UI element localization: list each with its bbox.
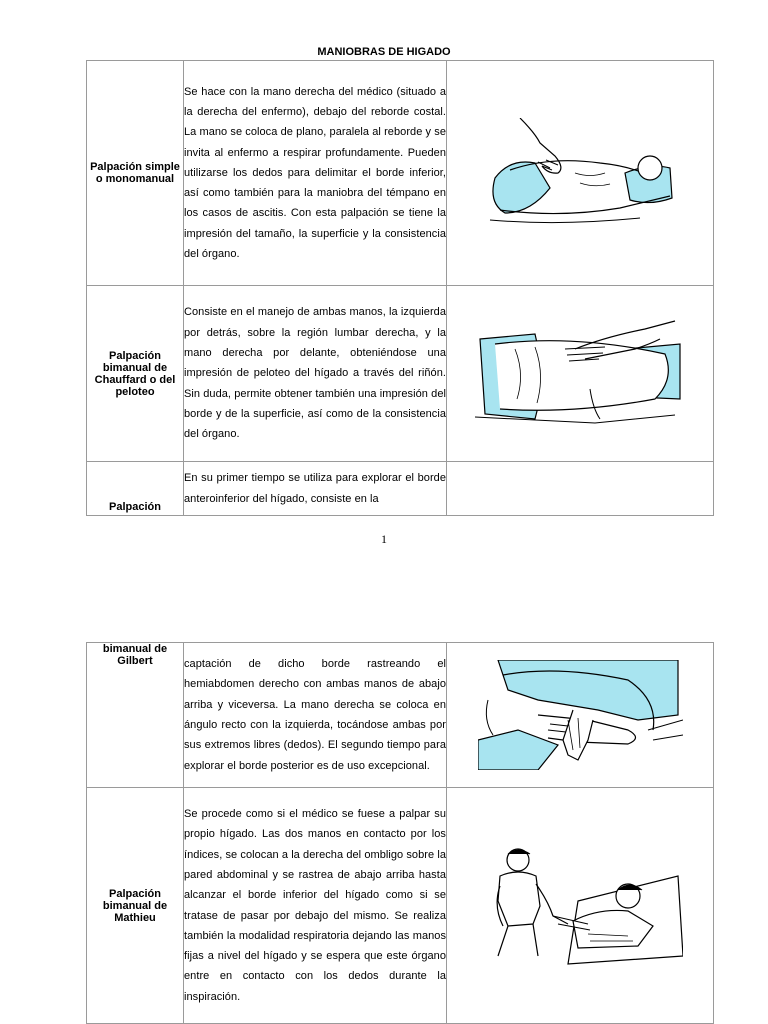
row-label-gilbert-part2: bimanual de Gilbert — [87, 643, 184, 788]
table-row — [87, 643, 714, 788]
table-row — [87, 61, 714, 286]
illustration-chauffard-palpation — [447, 286, 714, 462]
row-description-chauffard: Consiste en el manejo de ambas manos, la izquierda por detrás, sobre la región lumbar derecha, y la mano derecha por delante, obteniéndose una impresión de peloteo del hígado a través del riñón. Sin duda, permite obtener también una impresión del borde y de la superficie, así como de la consistencia del órgano. — [184, 286, 447, 462]
row-description-gilbert-part2: captación de dicho borde rastreando el hemiabdomen derecho con ambas manos de abajo arriba y viceversa. La mano derecha se coloca en ángulo recto con la izquierda, tocándose ambas por sus extremos libres (dedos). El segundo tiempo para explorar el borde posterior es de uso excepcional. — [184, 643, 447, 788]
illustration-simple-palpation — [447, 61, 714, 286]
table-row — [87, 286, 714, 462]
maneuvers-table-page-1 — [86, 60, 714, 516]
table-row — [87, 462, 714, 516]
row-description-gilbert-part1: En su primer tiempo se utiliza para explorar el borde anteroinferior del hígado, consiste en la — [184, 462, 447, 516]
row-description-mathieu: Se procede como si el médico se fuese a palpar su propio hígado. Las dos manos en contacto por los índices, se colocan a la derecha del ombligo sobre la pared abdominal y se rastrea de abajo arriba hasta alcanzar el borde inferior del hígado como si se tratase de pasar por debajo del mismo. Se realiza también la modalidad respiratoria dejando las manos fijas a nivel del hígado y se espera que este órgano entre en contacto con los dedos durante la inspiración. — [184, 788, 447, 1024]
row-label-mathieu: Palpación bimanual de Mathieu — [87, 788, 184, 1024]
illustration-mathieu-palpation — [447, 788, 714, 1024]
illustration-gilbert-palpation — [447, 643, 714, 788]
maneuvers-table-page-2 — [86, 642, 714, 1024]
illustration-cell-empty — [447, 462, 714, 516]
row-label-simple: Palpación simple o monomanual — [87, 61, 184, 286]
page-title: MANIOBRAS DE HIGADO — [317, 46, 451, 58]
page-number: 1 — [381, 532, 387, 546]
table-row — [87, 788, 714, 1024]
row-label-chauffard: Palpación bimanual de Chauffard o del peloteo — [87, 286, 184, 462]
row-description-simple: Se hace con la mano derecha del médico (situado a la derecha del enfermo), debajo del reborde costal. La mano se coloca de plano, paralela al reborde y se invita al enfermo a respirar profundamente. Pueden utilizarse los dedos para delimitar el borde inferior, así como también para la maniobra del témpano en los casos de ascitis. Con esta palpación se tiene la impresión del tamaño, la superficie y la consistencia del órgano. — [184, 61, 447, 286]
row-label-gilbert-part1: Palpación — [87, 462, 184, 516]
